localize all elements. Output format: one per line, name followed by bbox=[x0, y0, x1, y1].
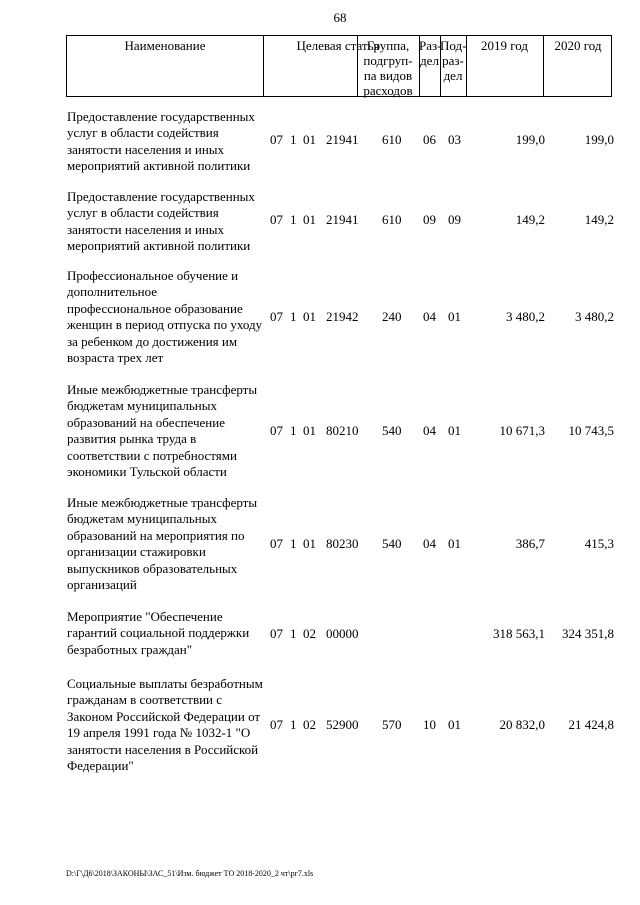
page-number: 68 bbox=[333, 10, 347, 25]
subsection-code: 01 bbox=[448, 423, 461, 438]
value-2020: 3 480,2 bbox=[575, 309, 614, 324]
header-subsection: Под- раз- дел bbox=[440, 38, 467, 83]
value-2019: 318 563,1 bbox=[493, 626, 545, 641]
target-part-4: 52900 bbox=[326, 717, 359, 732]
target-part-1: 07 bbox=[270, 132, 283, 147]
header-target: Целевая статья bbox=[296, 38, 380, 53]
target-part-4: 80230 bbox=[326, 536, 359, 551]
subsection-code: 01 bbox=[448, 309, 461, 324]
group-code: 570 bbox=[382, 717, 402, 732]
row-name: Профессиональное обучение и дополнительное профессиональное образование женщин в период отпуска по уходу за ребенком до достижения им возраста трех лет bbox=[67, 268, 263, 366]
target-part-1: 07 bbox=[270, 423, 283, 438]
section-code: 10 bbox=[423, 717, 436, 732]
target-part-1: 07 bbox=[270, 309, 283, 324]
value-2020: 415,3 bbox=[584, 536, 614, 551]
value-2019: 10 671,3 bbox=[499, 423, 545, 438]
subsection-code: 03 bbox=[448, 132, 461, 147]
target-part-4: 21941 bbox=[326, 132, 359, 147]
target-part-2: 1 bbox=[290, 536, 297, 551]
target-part-4: 21941 bbox=[326, 212, 359, 227]
header-2020: 2020 год bbox=[554, 38, 602, 53]
value-2020: 324 351,8 bbox=[562, 626, 614, 641]
group-code: 240 bbox=[382, 309, 402, 324]
target-part-3: 02 bbox=[303, 626, 316, 641]
row-name: Иные межбюджетные трансферты бюджетам муниципальных образований на обеспечение развития рынка труда в соответствии с потребностями экономики Тульской области bbox=[67, 382, 258, 480]
target-part-4: 00000 bbox=[326, 626, 359, 641]
header-section: Раз- дел bbox=[419, 38, 442, 68]
section-code: 09 bbox=[423, 212, 436, 227]
file-path-footer: D:\Г\Д6\2018\ЗАКОНЫ\ЗАС_51\Изм. бюджет ТО 2018-2020_2 чт\рг7.xls bbox=[66, 869, 314, 878]
section-code: 06 bbox=[423, 132, 436, 147]
target-part-2: 1 bbox=[290, 309, 297, 324]
target-part-3: 01 bbox=[303, 132, 316, 147]
subsection-code: 01 bbox=[448, 717, 461, 732]
group-code: 540 bbox=[382, 536, 402, 551]
target-part-1: 07 bbox=[270, 536, 283, 551]
target-part-3: 01 bbox=[303, 212, 316, 227]
value-2020: 149,2 bbox=[584, 212, 614, 227]
header-2019: 2019 год bbox=[481, 38, 528, 53]
value-2019: 199,0 bbox=[515, 132, 545, 147]
value-2020: 21 424,8 bbox=[568, 717, 614, 732]
group-code: 540 bbox=[382, 423, 402, 438]
target-part-3: 01 bbox=[303, 536, 316, 551]
target-part-2: 1 bbox=[290, 423, 297, 438]
target-part-1: 07 bbox=[270, 212, 283, 227]
header-name: Наименование bbox=[124, 38, 206, 53]
row-name: Мероприятие "Обеспечение гарантий социальной поддержки безработных граждан" bbox=[67, 609, 250, 657]
target-part-2: 1 bbox=[290, 626, 297, 641]
row-name: Предоставление государственных услуг в области содействия занятости населения и иных мероприятий активной политики bbox=[67, 189, 255, 254]
target-part-2: 1 bbox=[290, 212, 297, 227]
target-part-1: 07 bbox=[270, 626, 283, 641]
row-name: Предоставление государственных услуг в области содействия занятости населения и иных мероприятий активной политики bbox=[67, 109, 255, 174]
row-name: Иные межбюджетные трансферты бюджетам муниципальных образований на мероприятия по организации стажировки выпускников образовательных организаций bbox=[67, 495, 258, 593]
subsection-code: 09 bbox=[448, 212, 461, 227]
section-code: 04 bbox=[423, 309, 436, 324]
group-code: 610 bbox=[382, 212, 402, 227]
target-part-4: 80210 bbox=[326, 423, 359, 438]
value-2020: 199,0 bbox=[584, 132, 614, 147]
target-part-3: 02 bbox=[303, 717, 316, 732]
value-2019: 3 480,2 bbox=[506, 309, 545, 324]
table-header bbox=[66, 35, 612, 97]
target-part-3: 01 bbox=[303, 309, 316, 324]
target-part-2: 1 bbox=[290, 717, 297, 732]
target-part-2: 1 bbox=[290, 132, 297, 147]
value-2020: 10 743,5 bbox=[568, 423, 614, 438]
target-part-4: 21942 bbox=[326, 309, 359, 324]
value-2019: 386,7 bbox=[515, 536, 545, 551]
target-part-3: 01 bbox=[303, 423, 316, 438]
group-code: 610 bbox=[382, 132, 402, 147]
section-code: 04 bbox=[423, 536, 436, 551]
header-group: Группа, подгруп- па видов расходов bbox=[363, 38, 413, 98]
subsection-code: 01 bbox=[448, 536, 461, 551]
value-2019: 20 832,0 bbox=[499, 717, 545, 732]
row-name: Социальные выплаты безработным гражданам в соответствии с Законом Российской Федерации от 19 апреля 1991 года № 1032-1 "О занятости населения в Российской Федерации" bbox=[67, 676, 263, 774]
target-part-1: 07 bbox=[270, 717, 283, 732]
value-2019: 149,2 bbox=[515, 212, 545, 227]
section-code: 04 bbox=[423, 423, 436, 438]
